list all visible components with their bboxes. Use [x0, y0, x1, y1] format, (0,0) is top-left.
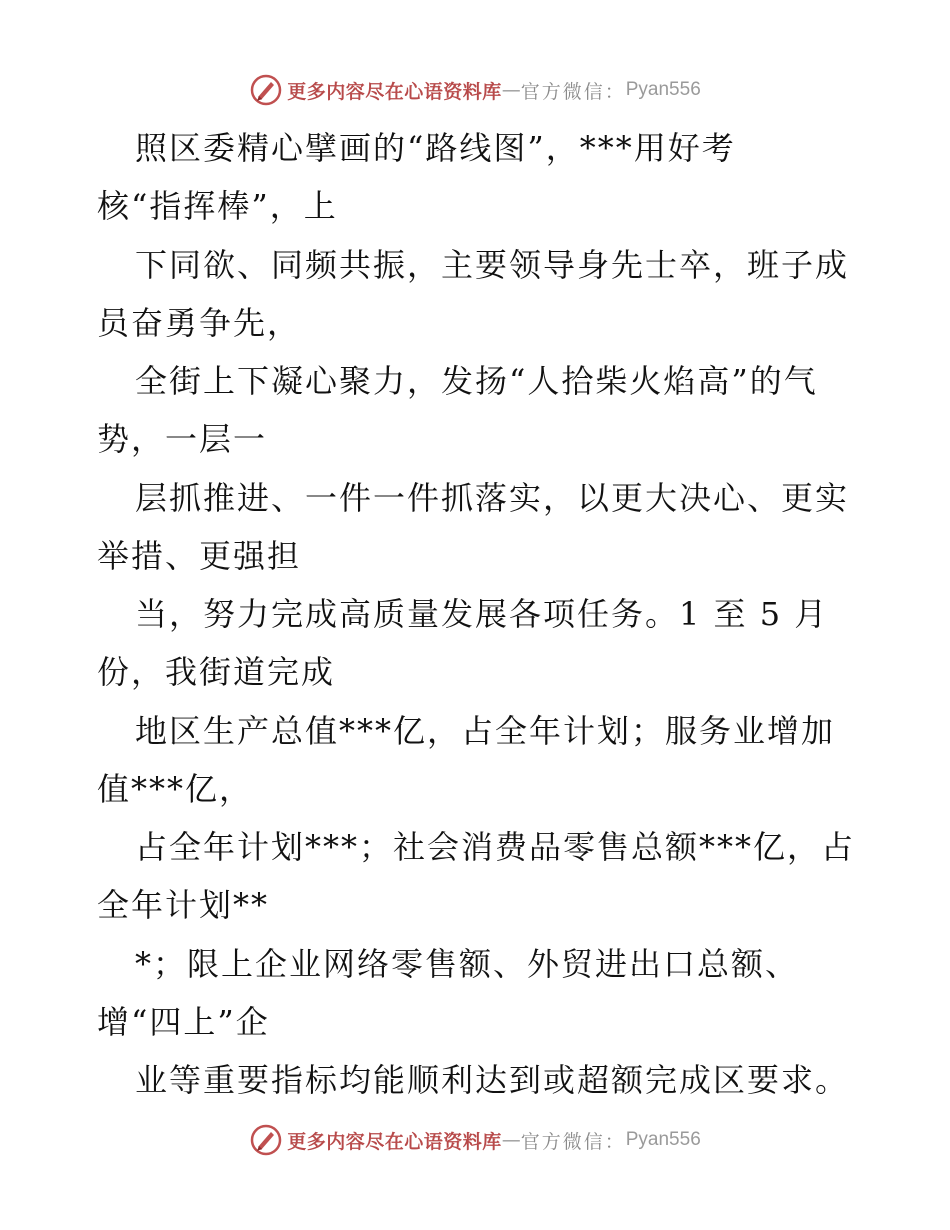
text-line: 势，一层一	[97, 420, 268, 458]
footer-watermark	[0, 1120, 950, 1160]
text-line: *；限上企业网络零售额、外贸进出口总额、	[135, 945, 800, 983]
text-line: 业等重要指标均能顺利达到或超额完成区要求。	[135, 1061, 850, 1099]
text-line: 下同欲、同频共振，主要领导身先士卒，班子成	[135, 246, 850, 284]
pen-logo-icon	[249, 1123, 283, 1157]
text-line: 员奋勇争先，	[97, 304, 302, 342]
text-line: 举措、更强担	[97, 537, 302, 575]
watermark-dash: —	[501, 79, 521, 101]
text-line: 照区委精心擘画的“路线图”，***用好考	[135, 129, 736, 167]
watermark-dash: —	[501, 1129, 521, 1151]
text-line: 占全年计划***；社会消费品零售总额***亿，占	[135, 828, 856, 866]
text-line: 增“四上”企	[97, 1003, 270, 1041]
watermark-wechat-label: 官方微信：	[520, 1130, 626, 1153]
text-line: 全年计划**	[97, 886, 270, 924]
watermark-wechat-label: 官方微信：	[520, 80, 626, 103]
text-line: 核“指挥棒”，上	[97, 187, 338, 225]
watermark-brand-text: 更多内容尽在心语资料库	[287, 80, 502, 103]
text-line: 值***亿，	[97, 770, 254, 808]
watermark-wechat-id: Pyan556	[625, 79, 701, 100]
text-line: 份，我街道完成	[97, 653, 336, 691]
watermark-wechat-id: Pyan556	[625, 1129, 701, 1150]
text-line: 全街上下凝心聚力，发扬“人拾柴火焰高”的气	[135, 362, 818, 400]
text-line: 当，努力完成高质量发展各项任务。1 至 5 月	[135, 595, 829, 633]
watermark-brand-text: 更多内容尽在心语资料库	[287, 1130, 502, 1153]
text-line: 层抓推进、一件一件抓落实，以更大决心、更实	[135, 479, 850, 517]
text-line: 地区生产总值***亿，占全年计划；服务业增加	[135, 712, 836, 750]
